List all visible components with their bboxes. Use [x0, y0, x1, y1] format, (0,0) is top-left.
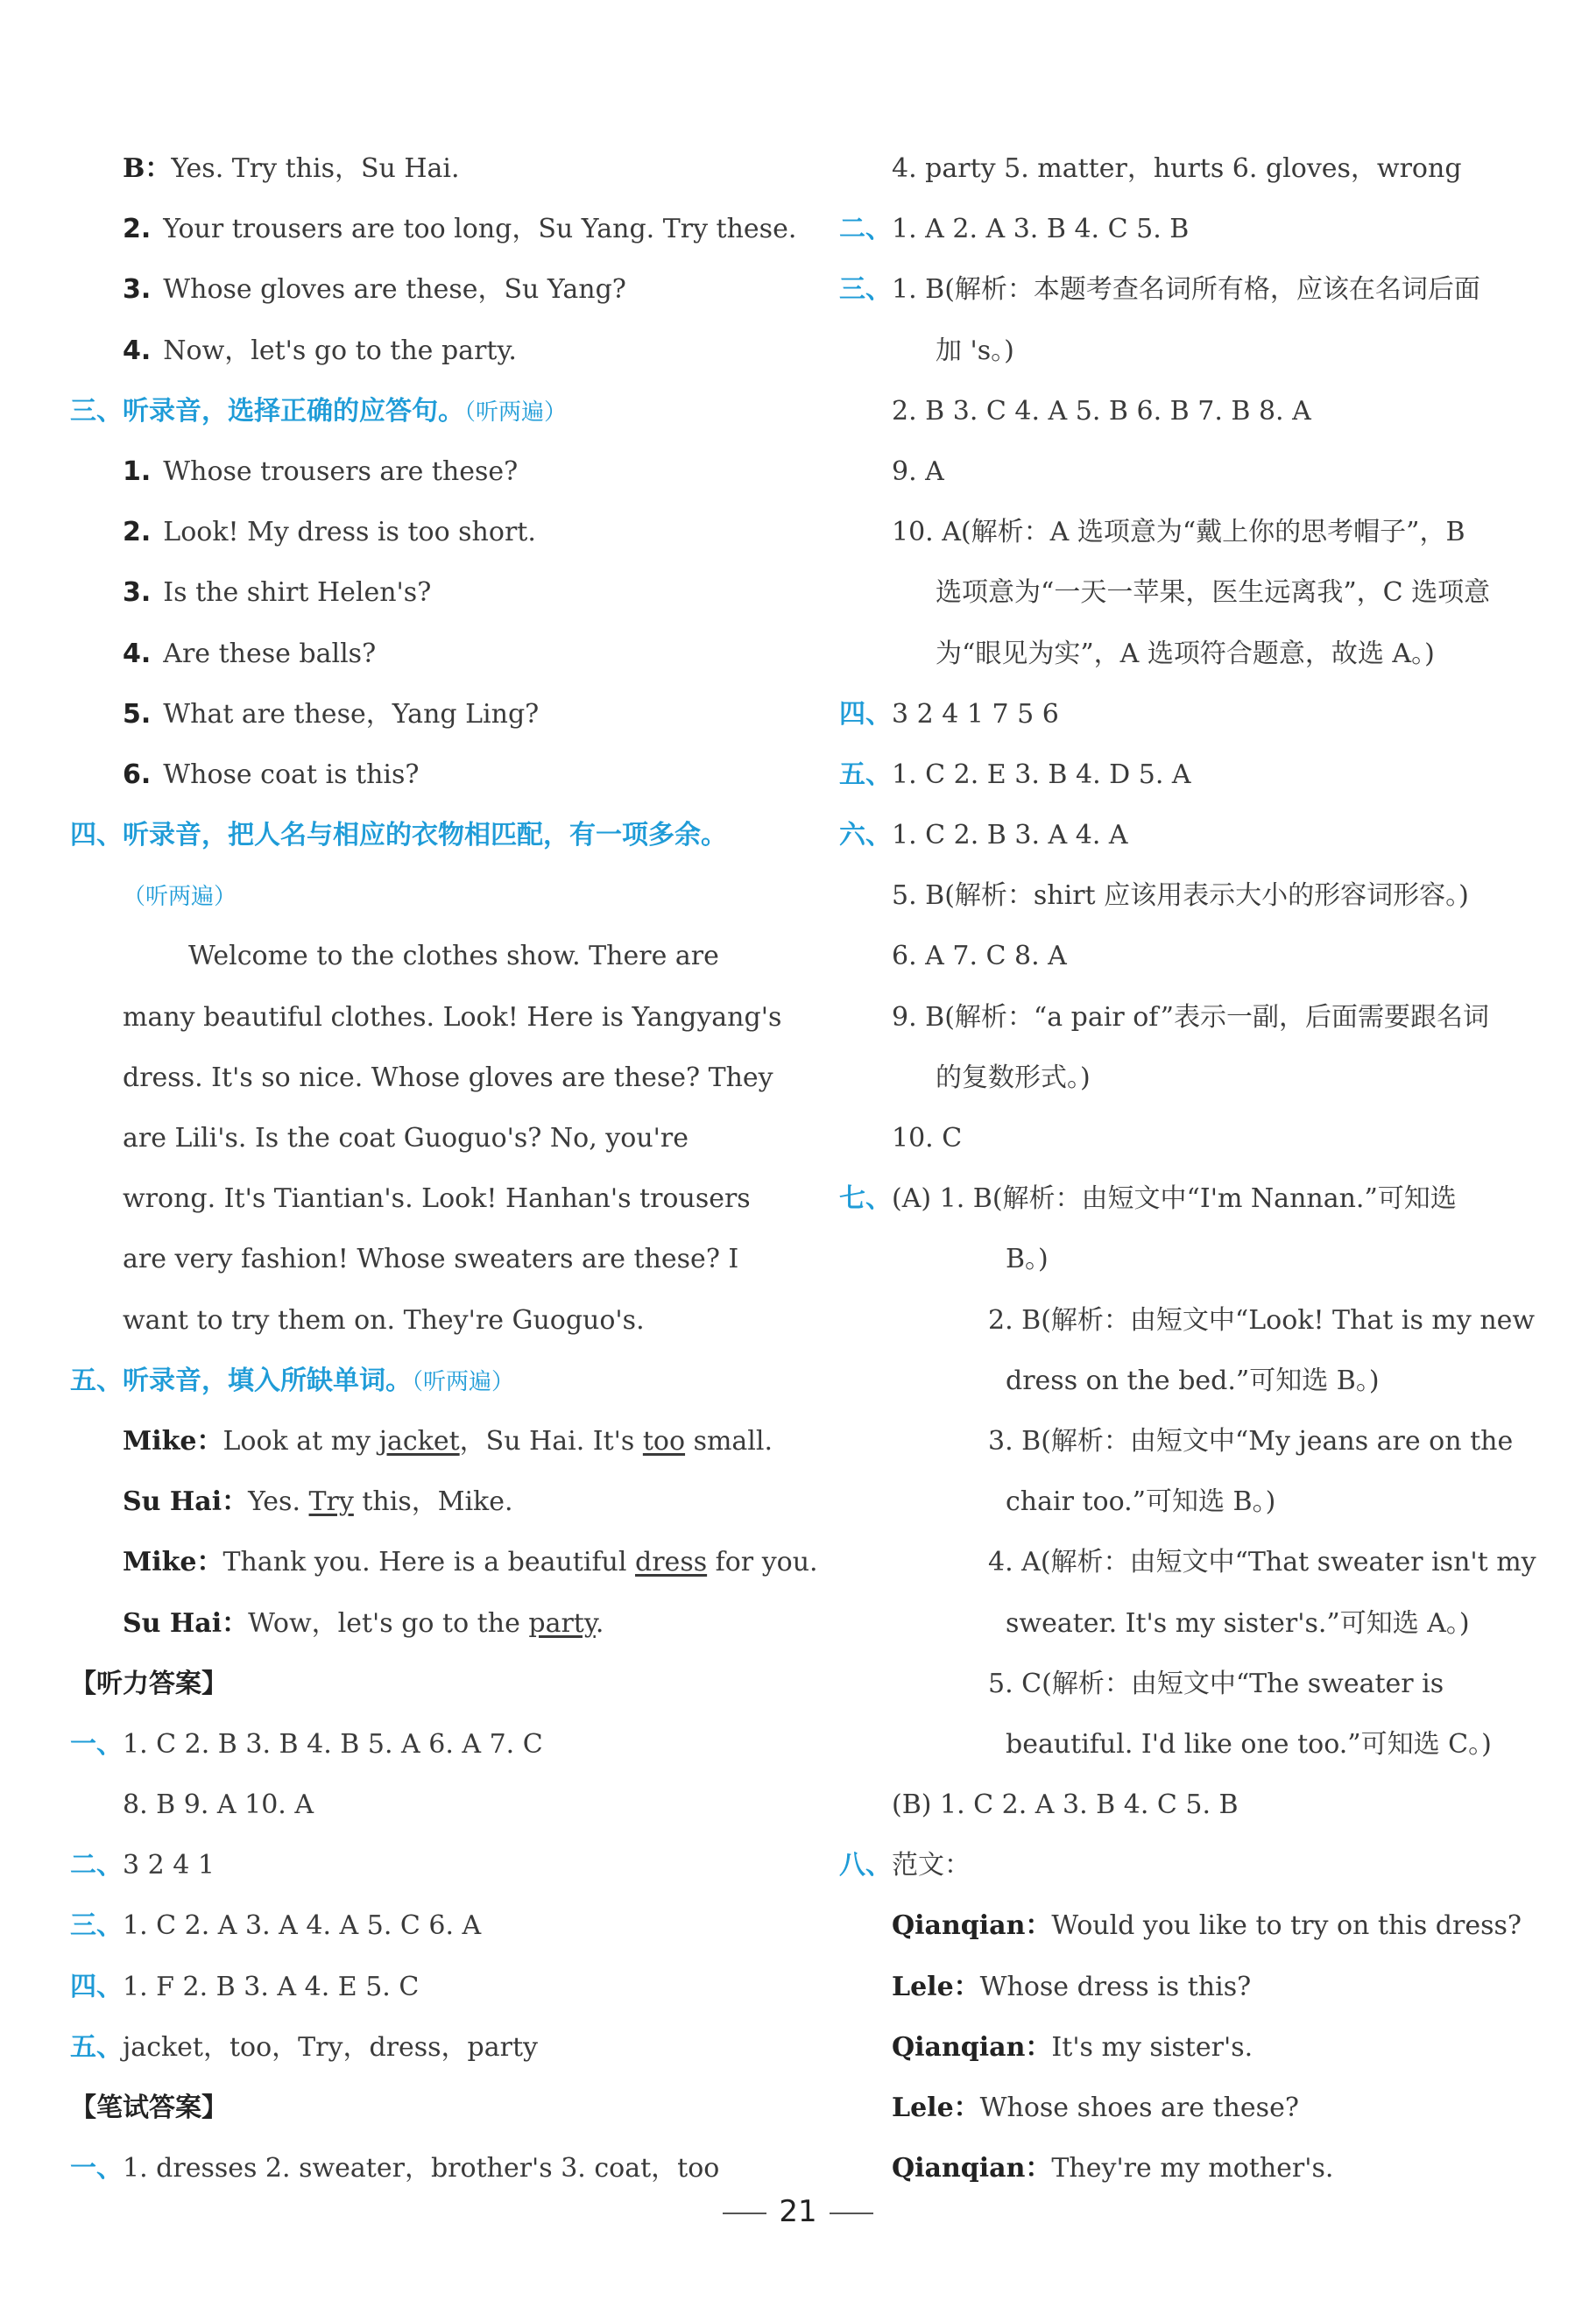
answer-line: (B) 1. C 2. A 3. B 4. C 5. B	[892, 1789, 1239, 1821]
answer-line: 四、3 2 4 1 7 5 6	[839, 698, 1059, 730]
essay-line: Qianqian：Would you like to try on this dress?	[892, 1910, 1522, 1942]
answer-line: B。)	[1006, 1244, 1049, 1275]
answer-line: sweater. It's my sister's.”可知选 A。)	[1006, 1607, 1470, 1639]
dialog-line: Mike：Thank you. Here is a beautiful dress for you.	[123, 1547, 818, 1578]
answer-line: 三、1. B(解析：本题考查名词所有格，应该在名词后面	[839, 274, 1480, 306]
answer-line: 七、(A) 1. B(解析：由短文中“I'm Nannan.”可知选	[839, 1183, 1457, 1215]
answer-line: 9. B(解析：“a pair of”表示一副，后面需要跟名词	[892, 1001, 1489, 1033]
answer-section-title: 【笔试答案】	[70, 2093, 228, 2123]
answer-line: 选项意为“一天一苹果，医生远离我”，C 选项意	[936, 577, 1491, 609]
essay-line: Lele：Whose shoes are these?	[892, 2093, 1299, 2123]
answer-line: 五、1. C 2. E 3. B 4. D 5. A	[839, 759, 1191, 790]
dialog-line: Mike：Look at my jacket，Su Hai. It's too small.	[123, 1425, 773, 1457]
answer-line: 5. C(解析：由短文中“The sweater is	[988, 1668, 1444, 1699]
answer-line: 8. B 9. A 10. A	[123, 1789, 314, 1821]
question-line: 4. Are these balls?	[123, 638, 377, 669]
answer-line: 三、1. C 2. A 3. A 4. A 5. C 6. A	[70, 1910, 482, 1942]
answer-line: 二、1. A 2. A 3. B 4. C 5. B	[839, 214, 1190, 245]
right-column	[839, 138, 1540, 2199]
answer-line: 一、1. dresses 2. sweater，brother's 3. coat，too	[70, 2153, 720, 2184]
answer-line: 10. A(解析：A 选项意为“戴上你的思考帽子”，B	[892, 517, 1465, 548]
essay-line: Qianqian：They're my mother's.	[892, 2153, 1334, 2184]
answer-line: 二、3 2 4 1	[70, 1850, 215, 1881]
answer-line: 为“眼见为实”，A 选项符合题意，故选 A。)	[936, 638, 1435, 669]
answer-line: dress on the bed.”可知选 B。)	[1006, 1365, 1380, 1396]
answer-section-title: 【听力答案】	[70, 1668, 228, 1699]
answer-line: 4. A(解析：由短文中“That sweater isn't my	[988, 1547, 1536, 1578]
answer-line: 6. A 7. C 8. A	[892, 941, 1067, 972]
answer-line: 4. party 5. matter，hurts 6. gloves，wrong	[892, 153, 1462, 184]
essay-line: Qianqian：It's my sister's.	[892, 2031, 1253, 2063]
question-line: 2. Look! My dress is too short.	[123, 517, 536, 548]
answer-line: 八、范文：	[839, 1850, 971, 1881]
passage-line: many beautiful clothes. Look! Here is Yangyang's	[123, 1001, 782, 1033]
answer-line: 10. C	[892, 1123, 963, 1154]
left-column	[70, 138, 818, 2199]
section-heading-note: （听两遍）	[123, 884, 237, 911]
answer-line: 9. A	[892, 455, 944, 487]
answer-line: 的复数形式。)	[936, 1062, 1091, 1093]
passage-line: are Lili's. Is the coat Guoguo's? No, you're	[123, 1123, 689, 1154]
passage-line: wrong. It's Tiantian's. Look! Hanhan's trousers	[123, 1183, 751, 1215]
answer-line: 3. B(解析：由短文中“My jeans are on the	[988, 1425, 1514, 1457]
question-line: 1. Whose trousers are these?	[123, 455, 519, 487]
dialog-line: Su Hai：Yes. Try this，Mike.	[123, 1486, 513, 1518]
dialog-line: B：Yes. Try this，Su Hai.	[123, 153, 460, 184]
question-line: 5. What are these，Yang Ling?	[123, 698, 540, 730]
passage-line: are very fashion! Whose sweaters are these? I	[123, 1244, 739, 1275]
section-heading: 三、听录音，选择正确的应答句。（听两遍）	[70, 395, 568, 427]
answer-line: 2. B(解析：由短文中“Look! That is my new	[988, 1304, 1536, 1336]
dialog-line: 3. Whose gloves are these，Su Yang?	[123, 274, 626, 306]
dialog-line: Su Hai：Wow，let's go to the party.	[123, 1607, 604, 1639]
answer-line: 五、jacket，too，Try，dress，party	[70, 2031, 538, 2063]
passage-line: dress. It's so nice. Whose gloves are these? They	[123, 1062, 773, 1093]
answer-line: 5. B(解析：shirt 应该用表示大小的形容词形容。)	[892, 880, 1469, 912]
dash-left	[723, 2213, 766, 2214]
dialog-line: 2. Your trousers are too long，Su Yang. Try these.	[123, 214, 797, 245]
answer-line: beautiful. I'd like one too.”可知选 C。)	[1006, 1728, 1492, 1760]
answer-line: 四、1. F 2. B 3. A 4. E 5. C	[70, 1971, 420, 2002]
answer-line: 2. B 3. C 4. A 5. B 6. B 7. B 8. A	[892, 395, 1311, 427]
question-line: 6. Whose coat is this?	[123, 759, 420, 790]
passage-line: want to try them on. They're Guoguo's.	[123, 1304, 645, 1336]
section-heading: 四、听录音，把人名与相应的衣物相匹配，有一项多余。	[70, 820, 727, 851]
passage-line: Welcome to the clothes show. There are	[188, 941, 719, 972]
dialog-line: 4. Now，let's go to the party.	[123, 335, 517, 366]
section-heading: 五、听录音，填入所缺单词。（听两遍）	[70, 1365, 515, 1396]
dash-right	[830, 2213, 873, 2214]
page-number	[0, 2194, 1596, 2229]
answer-line: 加 's。)	[936, 335, 1014, 366]
page-number-text: 21	[779, 2194, 817, 2229]
answer-line: 六、1. C 2. B 3. A 4. A	[839, 820, 1128, 851]
question-line: 3. Is the shirt Helen's?	[123, 577, 432, 609]
answer-line: 一、1. C 2. B 3. B 4. B 5. A 6. A 7. C	[70, 1728, 543, 1760]
essay-line: Lele：Whose dress is this?	[892, 1971, 1252, 2002]
answer-line: chair too.”可知选 B。)	[1006, 1486, 1276, 1518]
